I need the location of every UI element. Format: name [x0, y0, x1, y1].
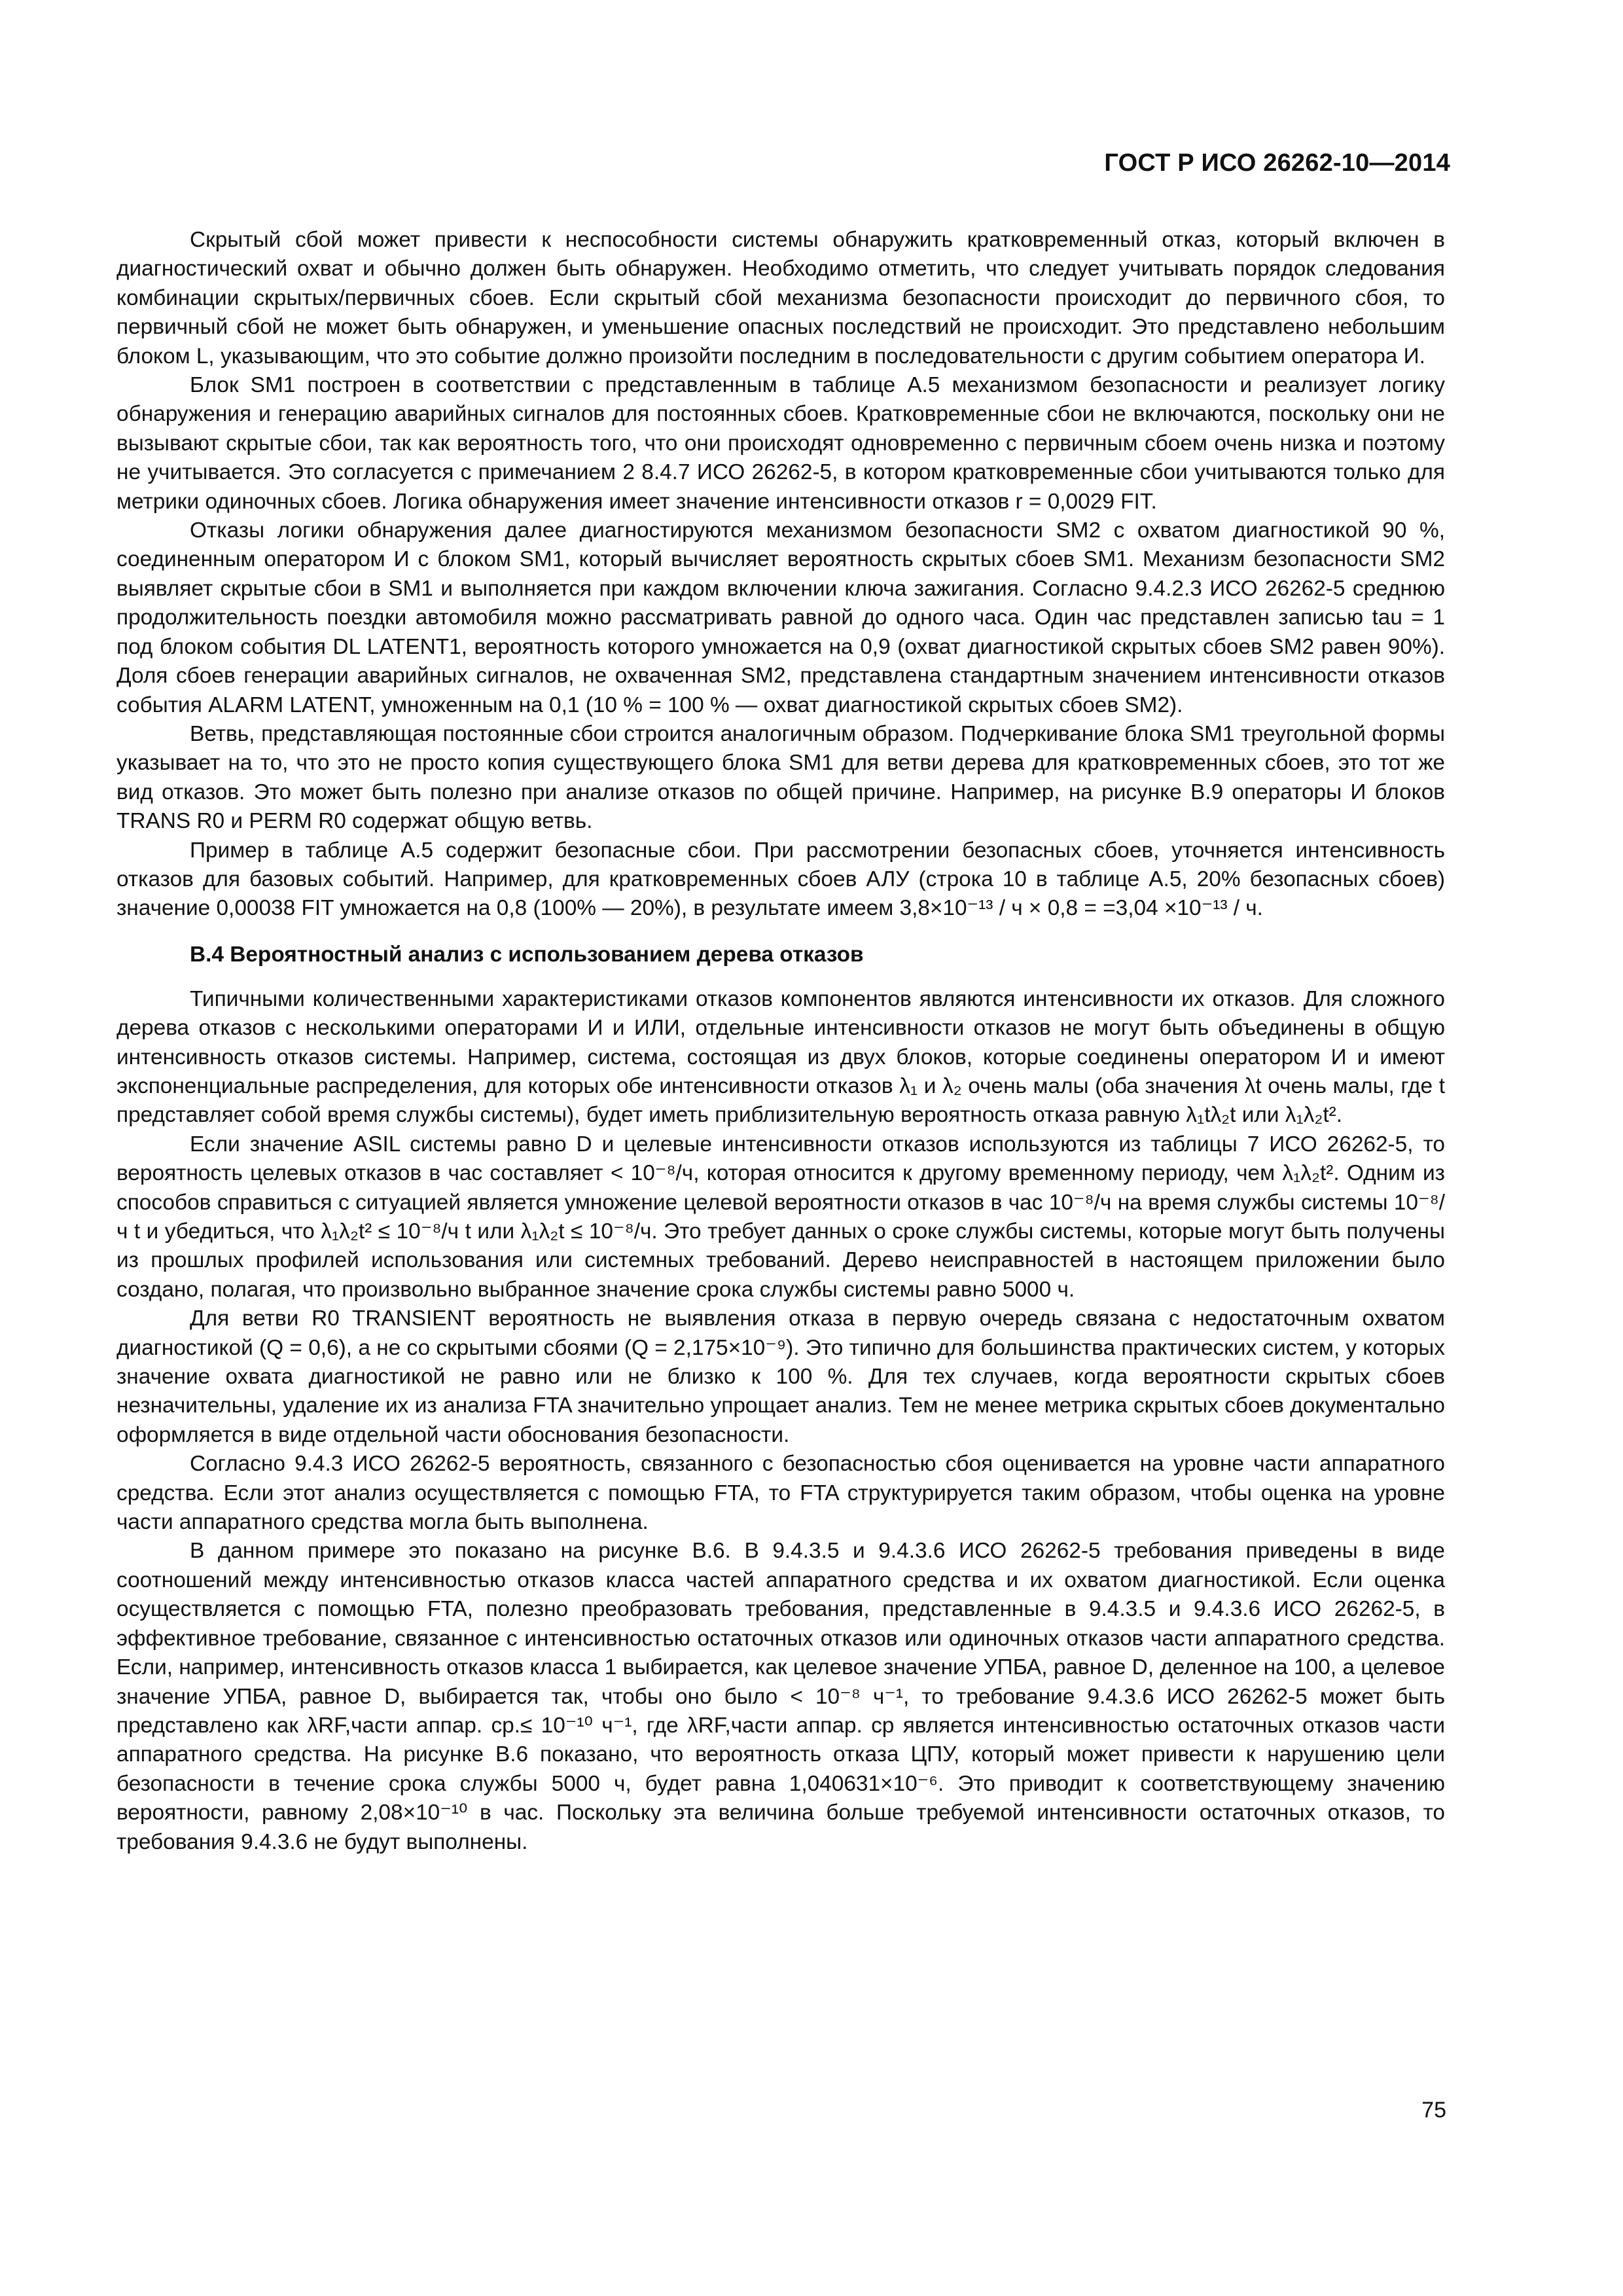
paragraph: Отказы логики обнаружения далее диагностируются механизмом безопасности SM2 с охватом диагностикой 90 %, соединенным оператором И с блоком SM1, который вычисляет вероятность скрытых сбоев SM1. Механизм безопасности SM2 выявляет скрытые сбои в SM1 и выполняется при каждом включении ключа зажигания. Согласно 9.4.2.3 ИСО 26262-5 среднюю продолжительность поездки автомобиля можно рассматривать равной до одного часа. Один час представлен записью tau = 1 под блоком события DL LATENT1, вероятность которого умножается на 0,9 (охват диагностикой скрытых сбоев SM2 равен 90%). Доля сбоев генерации аварийных сигналов, не охваченная SM2, представлена стандартным значением интенсивности отказов события ALARM LATENT, умноженным на 0,1 (10 % = 100 % — охват диагностикой скрытых сбоев SM2). [116, 518, 1445, 717]
paragraph: Блок SM1 построен в соответствии с представленным в таблице А.5 механизмом безопасности и реализует логику обнаружения и генерацию аварийных сигналов для постоянных сбоев. Кратковременные сбои не включаются, поскольку они не вызывают скрытые сбои, так как вероятность того, что они происходят одновременно с первичным сбоем очень низка и поэтому не учитывается. Это согласуется с примечанием 2 8.4.7 ИСО 26262-5, в котором кратковременные сбои учитываются только для метрики одиночных сбоев. Логика обнаружения имеет значение интенсивности отказов r = 0,0029 FIT. [116, 373, 1445, 514]
paragraph: Согласно 9.4.3 ИСО 26262-5 вероятность, связанного с безопасностью сбоя оценивается на уровне части аппаратного средства. Если этот анализ осуществляется с помощью FTA, то FTA структурируется таким образом, чтобы оценка на уровне части аппаратного средства могла быть выполнена. [116, 1452, 1445, 1535]
section-heading: В.4 Вероятностный анализ с использованием дерева отказов [190, 942, 864, 967]
paragraph: Типичными количественными характеристиками отказов компонентов являются интенсивности их отказов. Для сложного дерева отказов с несколькими операторами И и ИЛИ, отдельные интенсивности отказов не могут быть объединены в общую интенсивность отказов системы. Например, система, состоящая из двух блоков, которые соединены оператором И и имеют экспоненциальные распределения, для которых обе интенсивности отказов λ₁ и λ₂ очень малы (оба значения λt очень малы, где t представляет собой время службы системы), будет иметь приблизительную вероятность отказа равную λ₁tλ₂t или λ₁λ₂t². [116, 986, 1445, 1128]
page-number: 75 [1421, 2098, 1446, 2123]
paragraph: В данном примере это показано на рисунке В.6. В 9.4.3.5 и 9.4.3.6 ИСО 26262-5 требования приведены в виде соотношений между интенсивностью отказов класса частей аппаратного средства и их охватом диагностикой. Если оценка осуществляется с помощью FTA, полезно преобразовать требования, представленные в 9.4.3.5 и 9.4.3.6 ИСО 26262-5, в эффективное требование, связанное с интенсивностью остаточных отказов или одиночных отказов части аппаратного средства. Если, например, интенсивность отказов класса 1 выбирается, как целевое значение УПБА, равное D, деленное на 100, а целевое значение УПБА, равное D, выбирается так, чтобы оно было < 10⁻⁸ ч⁻¹, то требование 9.4.3.6 ИСО 26262-5 может быть представлено как λRF,части аппар. ср.≤ 10⁻¹⁰ ч⁻¹, где λRF,части аппар. ср является интенсивностью остаточных отказов части аппаратного средства. На рисунке В.6 показано, что вероятность отказа ЦПУ, который может привести к нарушению цели безопасности в течение срока службы 5000 ч, будет равна 1,040631×10⁻⁶. Это приводит к соответствующему значению вероятности, равному 2,08×10⁻¹⁰ в час. Поскольку эта величина больше требуемой интенсивности остаточных отказов, то требования 9.4.3.6 не будут выполнены. [116, 1539, 1445, 1854]
paragraph: Скрытый сбой может привести к неспособности системы обнаружить кратковременный отказ, который включен в диагностический охват и обычно должен быть обнаружен. Необходимо отметить, что следует учитывать порядок следования комбинации скрытых/первичных сбоев. Если скрытый сбой механизма безопасности происходит до первичного сбоя, то первичный сбой не может быть обнаружен, и уменьшение опасных последствий не происходит. Это представлено небольшим блоком L, указывающим, что это событие должно произойти последним в последовательности с другим событием оператора И. [116, 228, 1445, 368]
paragraph: Для ветви R0 TRANSIENT вероятность не выявления отказа в первую очередь связана с недостаточным охватом диагностикой (Q = 0,6), а не со скрытыми сбоями (Q = 2,175×10⁻⁹). Это типично для большинства практических систем, у которых значение охвата диагностикой не равно или не близко к 100 %. Для тех случаев, когда вероятности скрытых сбоев незначительны, удаление их из анализа FTA значительно упрощает анализ. Тем не менее метрика скрытых сбоев документально оформляется в виде отдельной части обоснования безопасности. [116, 1306, 1445, 1447]
paragraph: Пример в таблице А.5 содержит безопасные сбои. При рассмотрении безопасных сбоев, уточняется интенсивность отказов для базовых событий. Например, для кратковременных сбоев АЛУ (строка 10 в таблице А.5, 20% безопасных сбоев) значение 0,00038 FIT умножается на 0,8 (100% — 20%), в результате имеем 3,8×10⁻¹³ / ч × 0,8 = =3,04 ×10⁻¹³ / ч. [116, 838, 1445, 921]
paragraph: Ветвь, представляющая постоянные сбои строится аналогичным образом. Подчеркивание блока SM1 треугольной формы указывает на то, что это не просто копия существующего блока SM1 для ветви дерева для кратковременных сбоев, это тот же вид отказов. Это может быть полезно при анализе отказов по общей причине. Например, на рисунке В.9 операторы И блоков TRANS R0 и PERM R0 содержат общую ветвь. [116, 721, 1445, 834]
paragraph: Если значение ASIL системы равно D и целевые интенсивности отказов используются из таблицы 7 ИСО 26262-5, то вероятность целевых отказов в час составляет < 10⁻⁸/ч, которая относится к другому временному периоду, чем λ₁λ₂t². Одним из способов справиться с ситуацией является умножение целевой вероятности отказов в час 10⁻⁸/ч на время службы системы 10⁻⁸/ч t и убедиться, что λ₁λ₂t² ≤ 10⁻⁸/ч t или λ₁λ₂t ≤ 10⁻⁸/ч. Это требует данных о сроке службы системы, которые могут быть получены из прошлых профилей использования или системных требований. Дерево неисправностей в настоящем приложении было создано, полагая, что произвольно выбранное значение срока службы системы равно 5000 ч. [116, 1132, 1445, 1302]
document-body [116, 226, 1445, 1857]
document-header: ГОСТ Р ИСО 26262-10—2014 [1104, 149, 1450, 177]
